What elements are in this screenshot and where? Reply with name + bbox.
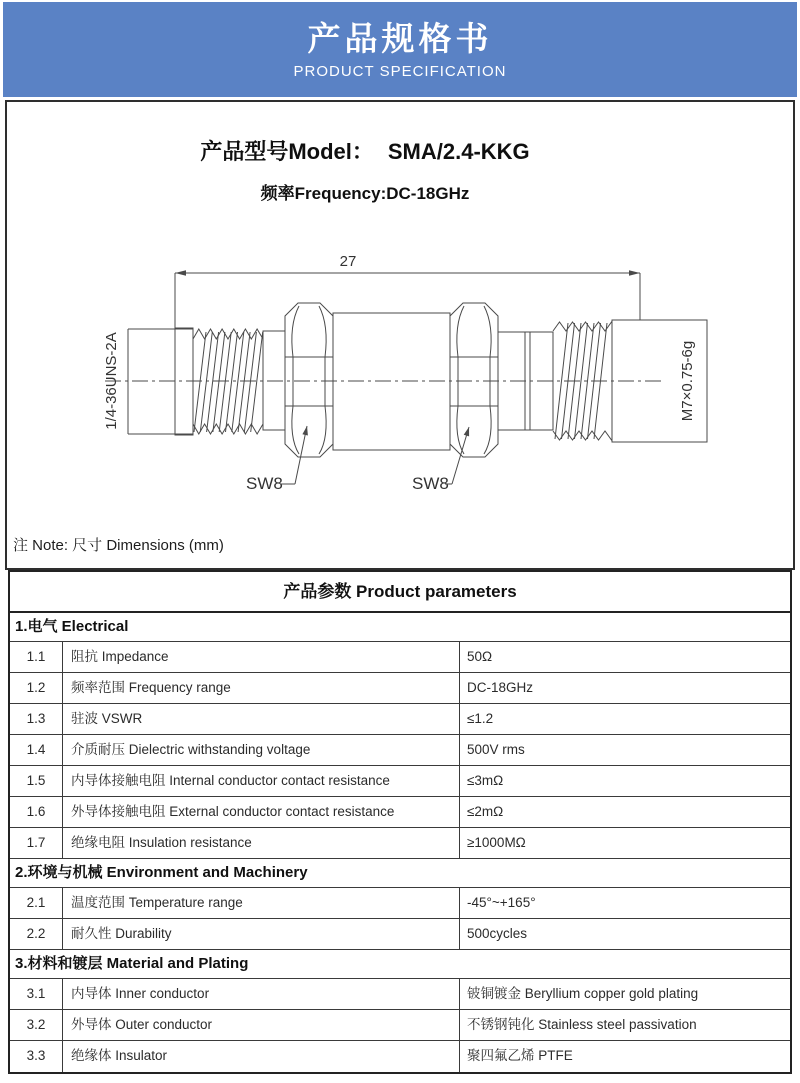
row-value: ≥1000MΩ	[467, 835, 526, 850]
row-value: 铍铜镀金 Beryllium copper gold plating	[467, 986, 699, 1001]
page-subtitle: PRODUCT SPECIFICATION	[293, 63, 507, 80]
row-number: 1.7	[10, 828, 63, 858]
dimensions-note: 注 Note: 尺寸 Dimensions (mm)	[13, 537, 224, 554]
table-row	[10, 1010, 790, 1041]
row-parameter: 频率范围 Frequency range	[63, 673, 460, 703]
row-parameter: 介质耐压 Dielectric withstanding voltage	[63, 735, 460, 765]
row-parameter: 绝缘体 Insulator	[63, 1041, 460, 1072]
row-parameter: 耐久性 Durability	[63, 919, 460, 949]
page-header	[3, 2, 797, 97]
spec-table-body	[10, 613, 790, 1072]
row-number: 3.2	[10, 1010, 63, 1040]
row-value: 聚四氟乙烯 PTFE	[467, 1048, 573, 1063]
left-thread-label: 1/4-36UNS-2A	[103, 332, 120, 430]
sw8-label-left: SW8	[246, 474, 283, 493]
row-number: 1.6	[10, 797, 63, 827]
row-number: 3.3	[10, 1041, 63, 1072]
table-row	[10, 642, 790, 673]
table-row	[10, 735, 790, 766]
table-row	[10, 888, 790, 919]
table-row	[10, 673, 790, 704]
spec-table-title: 产品参数 Product parameters	[10, 572, 790, 613]
row-value: -45°~+165°	[467, 895, 536, 910]
table-row	[10, 797, 790, 828]
row-value: ≤1.2	[467, 711, 494, 726]
table-row	[10, 979, 790, 1010]
drawing-frame	[5, 100, 795, 570]
row-number: 1.3	[10, 704, 63, 734]
row-value: ≤2mΩ	[467, 804, 504, 819]
row-number: 1.5	[10, 766, 63, 796]
row-parameter: 外导体接触电阻 External conductor contact resistance	[63, 797, 460, 827]
model-label: 产品型号Model：	[200, 139, 374, 164]
model-value: SMA/2.4-KKG	[387, 139, 530, 164]
row-parameter: 绝缘电阻 Insulation resistance	[63, 828, 460, 858]
row-number: 2.2	[10, 919, 63, 949]
table-section-heading: 2.环境与机械 Environment and Machinery	[10, 859, 790, 888]
frequency-line: 频率Frequency:DC-18GHz	[260, 184, 470, 203]
page-title: 产品规格书	[307, 20, 493, 57]
row-value: 50Ω	[467, 649, 493, 664]
table-row	[10, 828, 790, 859]
row-value: 500V rms	[467, 742, 525, 757]
spec-table	[8, 570, 792, 1074]
row-parameter: 驻波 VSWR	[63, 704, 460, 734]
row-parameter: 内导体 Inner conductor	[63, 979, 460, 1009]
table-row	[10, 919, 790, 950]
table-row	[10, 766, 790, 797]
table-section-heading: 1.电气 Electrical	[10, 613, 790, 642]
row-number: 2.1	[10, 888, 63, 918]
row-value: ≤3mΩ	[467, 773, 504, 788]
row-parameter: 阻抗 Impedance	[63, 642, 460, 672]
row-value: 不锈钢钝化 Stainless steel passivation	[467, 1017, 697, 1032]
row-number: 1.2	[10, 673, 63, 703]
dimension-value: 27	[339, 253, 357, 270]
table-row	[10, 1041, 790, 1072]
sw8-label-right: SW8	[412, 474, 449, 493]
row-parameter: 温度范围 Temperature range	[63, 888, 460, 918]
right-thread-label: M7×0.75-6g	[679, 340, 696, 422]
model-line	[7, 135, 723, 166]
row-value: 500cycles	[467, 926, 528, 941]
row-number: 3.1	[10, 979, 63, 1009]
row-parameter: 外导体 Outer conductor	[63, 1010, 460, 1040]
table-section-heading: 3.材料和镀层 Material and Plating	[10, 950, 790, 979]
row-parameter: 内导体接触电阻 Internal conductor contact resistance	[63, 766, 460, 796]
row-number: 1.1	[10, 642, 63, 672]
row-value: DC-18GHz	[467, 680, 534, 695]
row-number: 1.4	[10, 735, 63, 765]
table-row	[10, 704, 790, 735]
